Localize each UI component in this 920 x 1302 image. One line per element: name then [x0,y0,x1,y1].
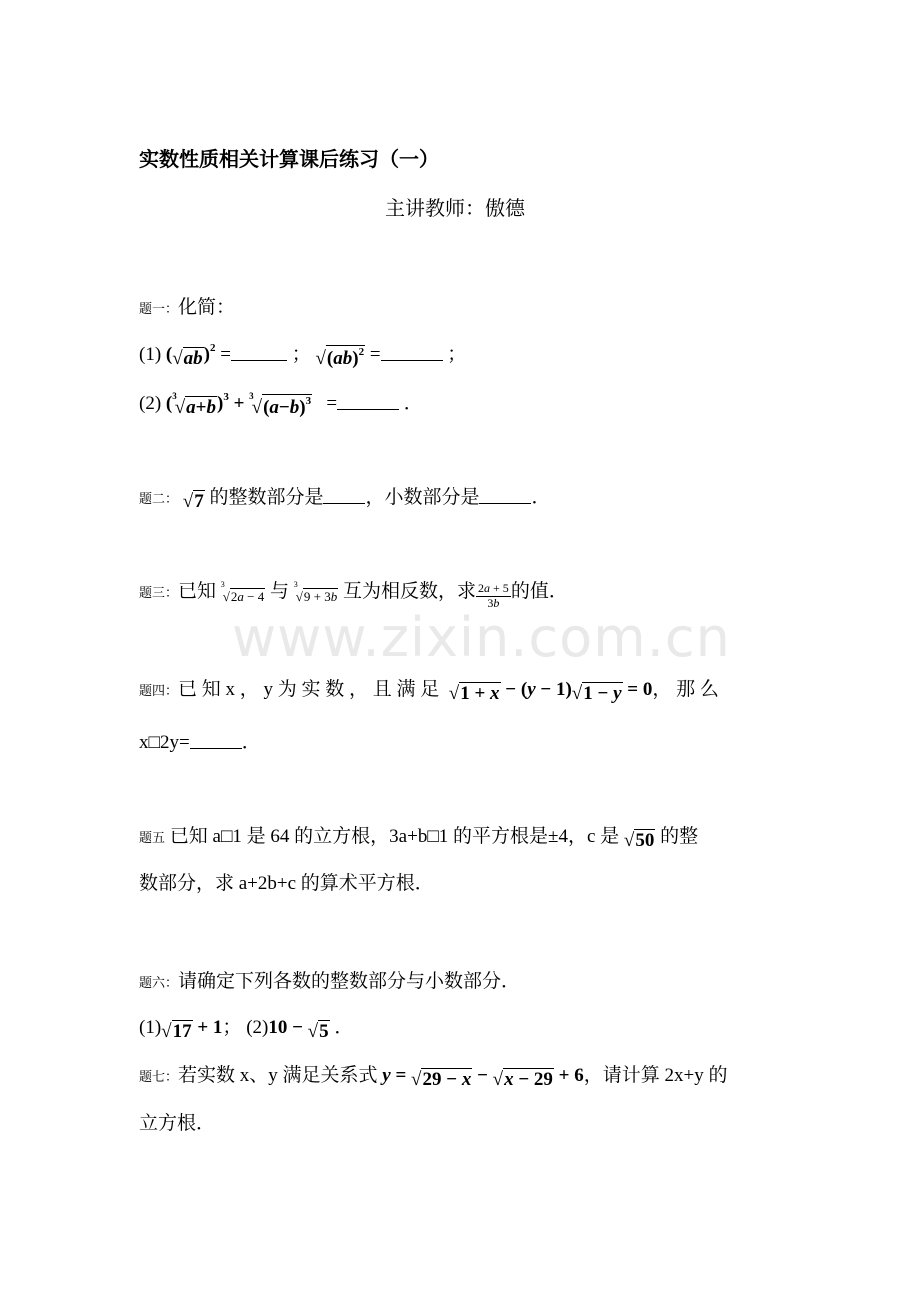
q1-p1-sep: ； [291,344,311,365]
q3-t2: 与 [270,581,290,602]
q4-blank[interactable] [190,747,242,749]
q1-heading [139,298,235,317]
q1-p2-expr: $(^3√a+b)^3 + ^3√(a-b)^3$ [165,391,312,418]
q3-t1: 已知 [178,581,217,602]
q2-blank-dec[interactable] [479,502,531,504]
q4-equation: √1 + x − (y − 1)√1 − y = 0 [448,679,653,704]
q6-label: 题六： [139,975,179,990]
q5-line1b: 的整 [660,826,699,847]
q2 [139,488,551,511]
q3-root-a: $^3$√2a − 4 [220,580,265,604]
q3 [139,581,568,611]
page-title: 实数性质相关计算课后练习（一） [139,147,439,171]
q1-p1-end: ； [447,344,467,365]
q2-sqrt7: √7 [182,491,204,512]
q6-end: ． [334,1017,354,1038]
q3-fraction: $\frac{2a + 5}{3b}$ [478,581,509,610]
q1-p2-prefix: (2) [139,393,162,414]
q1-text: 化简： [178,296,236,318]
q5-line1a: 已知 a□1 是 64 的立方根，3a+b□1 的平方根是±4，c 是 [169,826,620,847]
q1-p1-expr-a: $(√ab)^2$ [165,342,216,369]
q4-t4: ． [241,732,261,753]
q7-t2: ，请计算 2x+y 的 [583,1065,728,1086]
q2-t3: ． [531,487,551,508]
q4-line2 [139,733,261,752]
q3-t3: 互为相反数，求 [343,581,477,602]
q6-heading [139,972,520,991]
q5-label: 题五 [139,830,166,845]
q6-p2: (2) [246,1017,269,1038]
q1-part2: (2) $(^3√a+b)^3 + ^3√(a-b)^3$ = ． [139,391,423,418]
q6-items [139,1018,353,1041]
q4-line1 [139,680,719,703]
q4-t2: ， 那 么 [652,679,719,700]
q1-p1-expr-b: √(ab)$^2$ [315,346,365,369]
q6-sep: ； [222,1017,242,1038]
q4-t1: 已 知 x ， y 为 实 数 ， 且 满 足 [178,679,440,700]
q6-text: 请确定下列各数的整数部分与小数部分． [178,971,521,992]
q1-p1-prefix: (1) [139,344,162,365]
q4-t3: x□2y= [139,732,190,753]
q7-equation: y = √29 − x − √x − 29 + 6 [382,1065,584,1090]
teacher-line: 主讲教师：傲德 [385,196,525,220]
q5-sqrt50: √50 [623,830,655,851]
q5-line1 [139,827,698,850]
q1-p1-blank-b[interactable] [381,359,443,361]
q3-label: 题三： [139,585,179,600]
q1-p1-blank-a[interactable] [231,359,287,361]
q6-expr1: √17 + 1 [161,1017,223,1042]
q5-line2: 数部分，求 a+2b+c 的算术平方根． [139,873,434,894]
q1-p2-blank[interactable] [337,408,399,410]
q1-label: 题一： [139,302,179,317]
q7-t1: 若实数 x、y 满足关系式 [178,1065,378,1086]
q7-line2: 立方根． [139,1113,216,1134]
q1-part1: (1) $(√ab)^2$ = ； √(ab)$^2$ = ； [139,342,467,369]
q6-p1: (1) [139,1017,162,1038]
q3-t4: 的值． [510,581,568,602]
watermark: www.zixin.com.cn [232,606,731,669]
q7-line1 [139,1066,727,1089]
q7-label: 题七： [139,1069,179,1084]
q1-p2-end: ． [403,393,423,414]
q2-blank-int[interactable] [323,502,365,504]
q2-t2: ，小数部分是 [365,487,480,508]
q4-label: 题四： [139,683,179,698]
q2-label: 题二： [139,491,179,506]
q6-expr2: 10 − √5 [268,1017,329,1042]
q3-root-b: $^3$√9 + 3b [293,580,338,604]
q2-t1: 的整数部分是 [209,487,324,508]
